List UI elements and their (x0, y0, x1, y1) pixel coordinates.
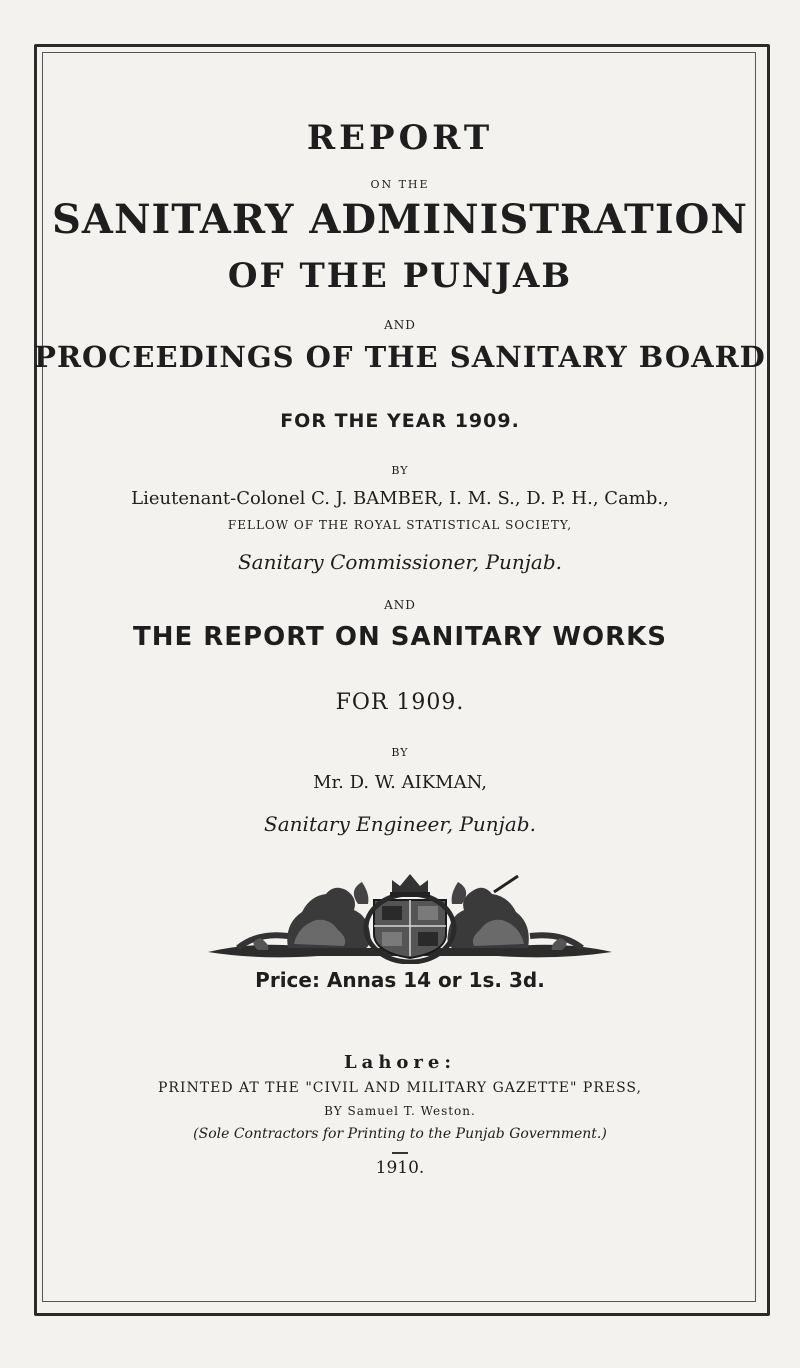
on-the-label: ON THE (370, 178, 430, 191)
engineer-name: Mr. D. W. AIKMAN, (313, 772, 487, 793)
price-label: Price: Annas 14 or 1s. 3d. (255, 968, 545, 992)
imprint-year: 1910. (375, 1158, 425, 1178)
engineer-role: Sanitary Engineer, Punjab. (264, 812, 536, 836)
by-label: BY (391, 464, 409, 477)
imprint-divider (392, 1152, 408, 1154)
imprint-printed-at: PRINTED AT THE "CIVIL AND MILITARY GAZETTE" PRESS, (158, 1080, 642, 1096)
and-label-2: AND (384, 598, 416, 612)
works-report-title: THE REPORT ON SANITARY WORKS (132, 622, 668, 652)
and-label: AND (384, 318, 416, 332)
crest-graphic (198, 874, 622, 964)
imprint-place: Lahore: (344, 1052, 456, 1073)
imprint-printer: BY Samuel T. Weston. (324, 1104, 476, 1118)
imprint-contractor-note: (Sole Contractors for Printing to the Punjab Government.) (193, 1126, 607, 1142)
by-label-2: BY (391, 746, 409, 759)
author-name: Lieutenant-Colonel C. J. BAMBER, I. M. S., D. P. H., Camb., (131, 488, 669, 509)
title-proceedings: PROCEEDINGS OF THE SANITARY BOARD (34, 340, 766, 374)
works-year: FOR 1909. (335, 690, 465, 715)
royal-coat-of-arms-icon (198, 874, 622, 964)
author-role: Sanitary Commissioner, Punjab. (237, 550, 562, 574)
for-the-year: FOR THE YEAR 1909. (280, 410, 520, 432)
title-sanitary-administration: SANITARY ADMINISTRATION (52, 196, 748, 243)
title-of-the-punjab: OF THE PUNJAB (227, 256, 573, 296)
author-fellowship: FELLOW OF THE ROYAL STATISTICAL SOCIETY, (227, 518, 573, 532)
report-heading: REPORT (306, 118, 494, 158)
